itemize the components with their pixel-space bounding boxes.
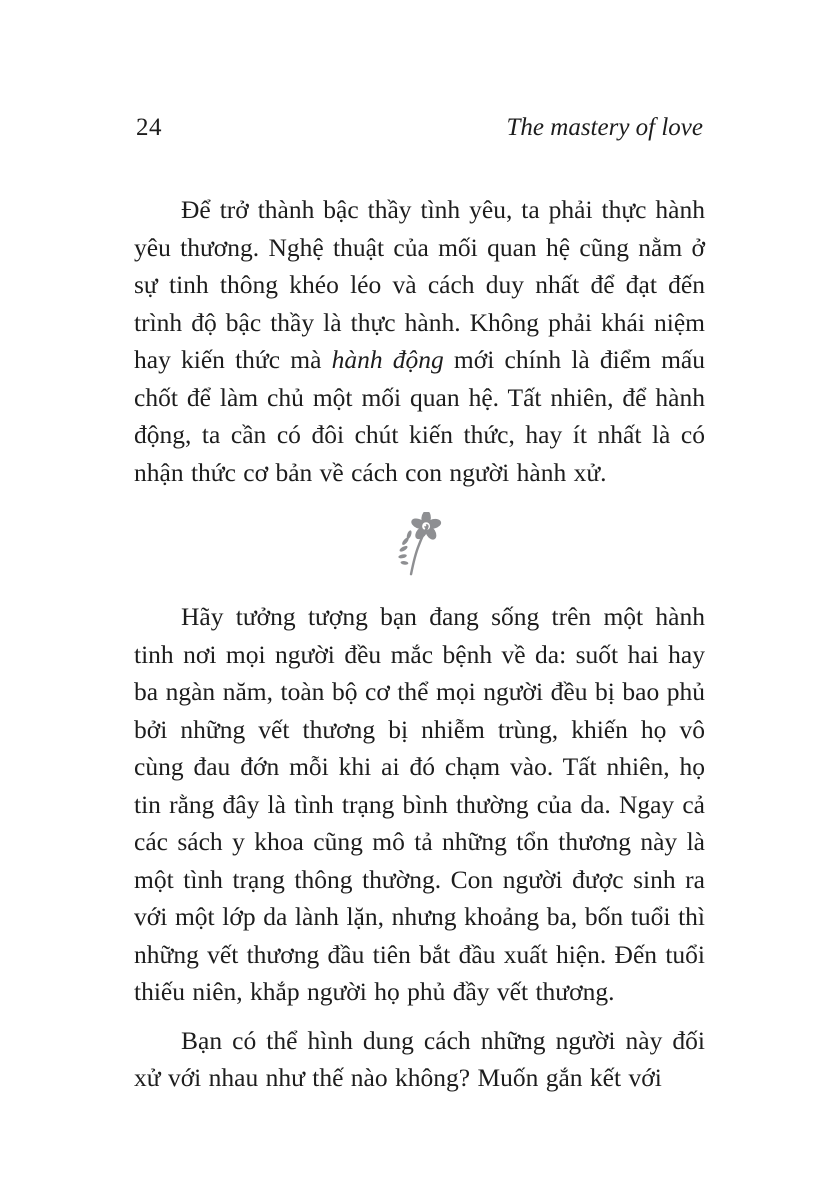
ornament-row (134, 512, 705, 578)
paragraph-1 (134, 191, 705, 491)
paragraph-3: Bạn có thể hình dung cách những người này đối xử với nhau như thế nào không? Muốn gắn kết với (134, 1025, 705, 1092)
italic-phrase: hành động (331, 345, 444, 374)
paragraph-2: Hãy tưởng tượng bạn đang sống trên một hành tinh nơi mọi người đều mắc bệnh về da: suốt hai hay ba ngàn năm, toàn bộ cơ thể mọi người đều bị bao phủ bởi những vết thương bị nhiễm trùng, khiến họ vô cùng đau đớn mỗi khi ai đó chạm vào. Tất nhiên, họ tin rằng đây là tình trạng bình thường của da. Ngay cả các sách y khoa cũng mô tả những tổn thương này là một tình trạng thông thường. Con người được sinh ra với một lớp da lành lặn, nhưng khoảng ba, bốn tuổi thì những vết thương đầu tiên bắt đầu xuất hiện. Đến tuổi thiếu niên, khắp người họ phủ đầy vết thương. (134, 602, 705, 1006)
page-number: 24 (136, 114, 162, 141)
page-header (136, 114, 703, 142)
running-title: The mastery of love (506, 114, 703, 141)
flower-ornament-icon (396, 512, 443, 578)
paragraph-1-text-before: Để trở thành bậc thầy tình yêu, ta phải thực hành yêu thương. Nghệ thuật của mối quan hệ cũng nằm ở sự tinh thông khéo léo và cách duy nhất để đạt đến trình độ bậc thầy là thực hành. Không phải khái niệm hay kiến thức mà (134, 195, 705, 374)
body-text (134, 191, 705, 1097)
paragraph-1-text-after: mới chính là điểm mấu chốt để làm chủ một mối quan hệ. Tất nhiên, để hành động, ta cần có đôi chút kiến thức, hay ít nhất là có nhận thức cơ bản về cách con người hành xử. (134, 345, 705, 487)
